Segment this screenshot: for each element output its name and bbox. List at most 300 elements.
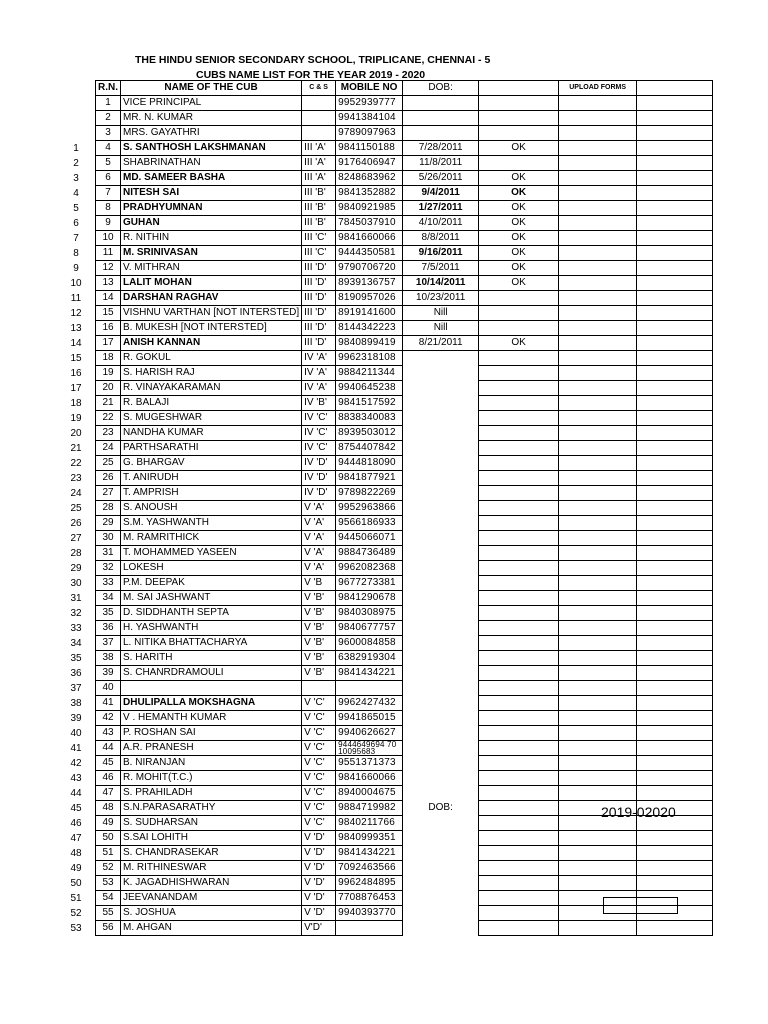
- serial-number: 4: [73, 187, 79, 199]
- row-upload: [559, 756, 637, 771]
- row-mobile: 9840677757: [336, 621, 403, 636]
- row-mobile: 9940626627: [336, 726, 403, 741]
- row-upload: [559, 591, 637, 606]
- row-upload: [559, 186, 637, 201]
- row-dob: [403, 741, 479, 756]
- row-rn: 55: [96, 906, 121, 921]
- row-upload: [559, 96, 637, 111]
- row-rn: 50: [96, 831, 121, 846]
- row-upload: [559, 696, 637, 711]
- row-name: S. CHANRDRAMOULI: [121, 666, 302, 681]
- row-name: S. SUDHARSAN: [121, 816, 302, 831]
- row-status: [479, 576, 559, 591]
- row-dob: [403, 876, 479, 891]
- serial-number: 20: [70, 427, 82, 439]
- header-upload: UPLOAD FORMS: [559, 81, 637, 96]
- row-status: [479, 291, 559, 306]
- row-rn: 42: [96, 711, 121, 726]
- row-name: VISHNU VARTHAN [NOT INTERSTED]: [121, 306, 302, 321]
- table-row: [96, 711, 713, 726]
- row-dob: [403, 591, 479, 606]
- row-status: [479, 156, 559, 171]
- row-upload: [559, 681, 637, 696]
- table-row: [96, 636, 713, 651]
- row-status: [479, 126, 559, 141]
- row-extra: [637, 246, 713, 261]
- row-rn: 41: [96, 696, 121, 711]
- table-row: [96, 831, 713, 846]
- row-mobile: 9840211766: [336, 816, 403, 831]
- row-mobile: 9600084858: [336, 636, 403, 651]
- row-dob: [403, 501, 479, 516]
- row-dob: [403, 786, 479, 801]
- row-status: [479, 111, 559, 126]
- table-row: [96, 411, 713, 426]
- row-rn: 18: [96, 351, 121, 366]
- row-mobile: 7708876453: [336, 891, 403, 906]
- row-dob: 7/5/2011: [403, 261, 479, 276]
- serial-number: 38: [70, 697, 82, 709]
- row-class-section: V 'D': [302, 846, 336, 861]
- serial-number: 28: [70, 547, 82, 559]
- row-name: S.N.PARASARATHY: [121, 801, 302, 816]
- row-class-section: III 'B': [302, 216, 336, 231]
- row-rn: 13: [96, 276, 121, 291]
- header-mobile: MOBILE NO: [336, 81, 403, 96]
- row-rn: 20: [96, 381, 121, 396]
- row-extra: [637, 216, 713, 231]
- row-status: [479, 921, 559, 936]
- table-row: [96, 336, 713, 351]
- row-name: R. NITHIN: [121, 231, 302, 246]
- serial-number: 24: [70, 487, 82, 499]
- row-status: OK: [479, 171, 559, 186]
- row-dob: [403, 636, 479, 651]
- row-name: S. HARISH RAJ: [121, 366, 302, 381]
- row-dob: 7/28/2011: [403, 141, 479, 156]
- row-status: [479, 486, 559, 501]
- row-class-section: V 'C': [302, 696, 336, 711]
- row-rn: 56: [96, 921, 121, 936]
- row-extra: [637, 321, 713, 336]
- row-extra: [637, 786, 713, 801]
- row-mobile: 7092463566: [336, 861, 403, 876]
- row-rn: 4: [96, 141, 121, 156]
- table-row: [96, 366, 713, 381]
- row-mobile: 9444818090: [336, 456, 403, 471]
- table-row: [96, 246, 713, 261]
- serial-number: 39: [70, 712, 82, 724]
- row-name: T. AMPRISH: [121, 486, 302, 501]
- serial-number: 25: [70, 502, 82, 514]
- table-row: [96, 621, 713, 636]
- serial-number: 51: [70, 892, 82, 904]
- row-extra: [637, 591, 713, 606]
- row-dob: [403, 561, 479, 576]
- row-rn: 36: [96, 621, 121, 636]
- row-extra: [637, 96, 713, 111]
- row-name: SHABRINATHAN: [121, 156, 302, 171]
- row-name: T. MOHAMMED YASEEN: [121, 546, 302, 561]
- row-mobile: 9840899419: [336, 336, 403, 351]
- serial-number: 6: [73, 217, 79, 229]
- row-name: GUHAN: [121, 216, 302, 231]
- row-class-section: III 'D': [302, 336, 336, 351]
- side-box: [603, 897, 678, 914]
- row-name: S. JOSHUA: [121, 906, 302, 921]
- row-upload: [559, 276, 637, 291]
- row-extra: [637, 336, 713, 351]
- row-upload: [559, 156, 637, 171]
- row-name: S.SAI LOHITH: [121, 831, 302, 846]
- row-rn: 29: [96, 516, 121, 531]
- row-rn: 39: [96, 666, 121, 681]
- row-dob: [403, 906, 479, 921]
- row-mobile: 8838340083: [336, 411, 403, 426]
- row-mobile: 9962082368: [336, 561, 403, 576]
- row-dob: [403, 516, 479, 531]
- row-rn: 14: [96, 291, 121, 306]
- row-status: [479, 531, 559, 546]
- table-row: [96, 141, 713, 156]
- row-status: [479, 561, 559, 576]
- row-dob: [403, 411, 479, 426]
- year-note: 2019-02020: [601, 804, 676, 820]
- row-class-section: IV 'A': [302, 366, 336, 381]
- row-upload: [559, 366, 637, 381]
- row-class-section: V 'C': [302, 756, 336, 771]
- row-dob: [403, 396, 479, 411]
- row-mobile: 8939136757: [336, 276, 403, 291]
- table-row: [96, 921, 713, 936]
- row-upload: [559, 666, 637, 681]
- serial-number: 16: [70, 367, 82, 379]
- row-dob: [403, 126, 479, 141]
- table-row: [96, 771, 713, 786]
- row-class-section: III 'B': [302, 186, 336, 201]
- row-mobile: 9841290678: [336, 591, 403, 606]
- row-extra: [637, 126, 713, 141]
- row-extra: [637, 831, 713, 846]
- row-dob: [403, 96, 479, 111]
- row-class-section: III 'D': [302, 291, 336, 306]
- row-status: [479, 426, 559, 441]
- table-row: [96, 111, 713, 126]
- row-class-section: V 'D': [302, 891, 336, 906]
- row-dob: 5/26/2011: [403, 171, 479, 186]
- row-mobile: 9952939777: [336, 96, 403, 111]
- row-mobile: 8919141600: [336, 306, 403, 321]
- row-name: V. MITHRAN: [121, 261, 302, 276]
- row-mobile: 9445066071: [336, 531, 403, 546]
- row-extra: [637, 621, 713, 636]
- row-status: [479, 516, 559, 531]
- row-rn: 34: [96, 591, 121, 606]
- row-status: OK: [479, 141, 559, 156]
- row-mobile: 9840999351: [336, 831, 403, 846]
- serial-number: 33: [70, 622, 82, 634]
- serial-number: 43: [70, 772, 82, 784]
- row-class-section: III 'A': [302, 156, 336, 171]
- table-row: [96, 501, 713, 516]
- row-rn: 15: [96, 306, 121, 321]
- row-status: [479, 891, 559, 906]
- row-dob: 10/23/2011: [403, 291, 479, 306]
- row-name: M. RAMRITHICK: [121, 531, 302, 546]
- serial-number: 26: [70, 517, 82, 529]
- row-extra: [637, 186, 713, 201]
- row-upload: [559, 111, 637, 126]
- row-mobile: [336, 681, 403, 696]
- row-name: VICE PRINCIPAL: [121, 96, 302, 111]
- table-row: [96, 201, 713, 216]
- row-rn: 38: [96, 651, 121, 666]
- row-class-section: IV 'D': [302, 471, 336, 486]
- row-upload: [559, 531, 637, 546]
- row-class-section: III 'A': [302, 141, 336, 156]
- row-mobile: 9677273381: [336, 576, 403, 591]
- row-mobile: 9884736489: [336, 546, 403, 561]
- row-upload: [559, 546, 637, 561]
- serial-number: 30: [70, 577, 82, 589]
- row-dob: [403, 756, 479, 771]
- row-status: [479, 636, 559, 651]
- row-status: OK: [479, 261, 559, 276]
- row-mobile: 9841660066: [336, 231, 403, 246]
- row-name: R. VINAYAKARAMAN: [121, 381, 302, 396]
- row-extra: [637, 276, 713, 291]
- row-mobile: 6382919304: [336, 651, 403, 666]
- row-extra: [637, 396, 713, 411]
- serial-number: 41: [70, 742, 82, 754]
- row-name: NITESH SAI: [121, 186, 302, 201]
- row-mobile: 9841150188: [336, 141, 403, 156]
- row-status: [479, 456, 559, 471]
- serial-number: 29: [70, 562, 82, 574]
- row-name: B. NIRANJAN: [121, 756, 302, 771]
- row-mobile: 9841434221: [336, 846, 403, 861]
- row-extra: [637, 696, 713, 711]
- row-class-section: III 'A': [302, 171, 336, 186]
- table-row: [96, 171, 713, 186]
- row-rn: 35: [96, 606, 121, 621]
- row-dob: [403, 351, 479, 366]
- row-status: OK: [479, 231, 559, 246]
- serial-number: 13: [70, 322, 82, 334]
- row-upload: [559, 561, 637, 576]
- row-mobile: 8754407842: [336, 441, 403, 456]
- row-rn: 24: [96, 441, 121, 456]
- row-mobile: 8190957026: [336, 291, 403, 306]
- row-dob: [403, 621, 479, 636]
- row-status: [479, 666, 559, 681]
- header-rn: R.N.: [96, 81, 121, 96]
- row-mobile: 9884719982: [336, 801, 403, 816]
- row-status: [479, 681, 559, 696]
- row-mobile: 9962427432: [336, 696, 403, 711]
- table-row: [96, 276, 713, 291]
- row-upload: [559, 921, 637, 936]
- row-extra: [637, 231, 713, 246]
- row-status: [479, 696, 559, 711]
- row-status: [479, 471, 559, 486]
- row-extra: [637, 291, 713, 306]
- row-rn: 25: [96, 456, 121, 471]
- row-upload: [559, 231, 637, 246]
- row-name: V . HEMANTH KUMAR: [121, 711, 302, 726]
- row-rn: 33: [96, 576, 121, 591]
- row-extra: [637, 666, 713, 681]
- row-upload: [559, 516, 637, 531]
- row-extra: [637, 561, 713, 576]
- row-class-section: V 'D': [302, 876, 336, 891]
- serial-number: 1: [73, 142, 79, 154]
- row-mobile: 9789097963: [336, 126, 403, 141]
- row-rn: 1: [96, 96, 121, 111]
- table-row: [96, 876, 713, 891]
- row-mobile: 9841517592: [336, 396, 403, 411]
- row-rn: 21: [96, 396, 121, 411]
- row-dob: Nill: [403, 306, 479, 321]
- row-class-section: V 'A': [302, 516, 336, 531]
- row-name: LOKESH: [121, 561, 302, 576]
- table-row: [96, 321, 713, 336]
- table-row: [96, 126, 713, 141]
- serial-number: 15: [70, 352, 82, 364]
- row-extra: [637, 921, 713, 936]
- row-extra: [637, 846, 713, 861]
- row-dob: [403, 861, 479, 876]
- row-name: T. ANIRUDH: [121, 471, 302, 486]
- row-upload: [559, 786, 637, 801]
- row-class-section: V 'C': [302, 741, 336, 756]
- row-dob: [403, 921, 479, 936]
- table-row: [96, 681, 713, 696]
- row-extra: [637, 261, 713, 276]
- serial-number: 23: [70, 472, 82, 484]
- row-upload: [559, 456, 637, 471]
- row-dob: [403, 846, 479, 861]
- row-status: [479, 831, 559, 846]
- header-extra: [637, 81, 713, 96]
- table-row: [96, 261, 713, 276]
- row-mobile: 9841877921: [336, 471, 403, 486]
- row-dob: 9/4/2011: [403, 186, 479, 201]
- row-status: [479, 546, 559, 561]
- row-name: MD. SAMEER BASHA: [121, 171, 302, 186]
- row-mobile: 7845037910: [336, 216, 403, 231]
- row-class-section: IV 'A': [302, 381, 336, 396]
- row-extra: [637, 861, 713, 876]
- row-rn: 9: [96, 216, 121, 231]
- row-rn: 32: [96, 561, 121, 576]
- row-class-section: V 'A': [302, 501, 336, 516]
- row-class-section: V 'B': [302, 591, 336, 606]
- row-mobile: 9940393770: [336, 906, 403, 921]
- table-row: [96, 306, 713, 321]
- table-row: [96, 606, 713, 621]
- header-blank: [479, 81, 559, 96]
- serial-number: 9: [73, 262, 79, 274]
- row-status: [479, 621, 559, 636]
- row-status: OK: [479, 276, 559, 291]
- row-status: OK: [479, 186, 559, 201]
- serial-number: 37: [70, 682, 82, 694]
- row-name: M. SAI JASHWANT: [121, 591, 302, 606]
- row-name: MR. N. KUMAR: [121, 111, 302, 126]
- row-name: S. MUGESHWAR: [121, 411, 302, 426]
- row-name: PRADHYUMNAN: [121, 201, 302, 216]
- header-name: NAME OF THE CUB: [121, 81, 302, 96]
- row-status: [479, 741, 559, 756]
- row-rn: 22: [96, 411, 121, 426]
- row-mobile: [336, 921, 403, 936]
- row-dob: [403, 726, 479, 741]
- row-class-section: V 'B': [302, 606, 336, 621]
- table-row: [96, 231, 713, 246]
- row-mobile: 9962318108: [336, 351, 403, 366]
- row-upload: [559, 861, 637, 876]
- serial-number: 53: [70, 922, 82, 934]
- serial-number: 52: [70, 907, 82, 919]
- row-dob: [403, 366, 479, 381]
- row-class-section: V 'A': [302, 546, 336, 561]
- serial-number: 35: [70, 652, 82, 664]
- row-name: S.M. YASHWANTH: [121, 516, 302, 531]
- row-status: [479, 906, 559, 921]
- row-status: [479, 861, 559, 876]
- table-row: [96, 291, 713, 306]
- row-mobile: 9551371373: [336, 756, 403, 771]
- table-row: [96, 696, 713, 711]
- header-dob: DOB:: [403, 81, 479, 96]
- row-name: M. RITHINESWAR: [121, 861, 302, 876]
- row-status: [479, 441, 559, 456]
- row-extra: [637, 141, 713, 156]
- row-mobile: 9841352882: [336, 186, 403, 201]
- row-extra: [637, 531, 713, 546]
- row-dob: [403, 456, 479, 471]
- row-class-section: III 'D': [302, 306, 336, 321]
- row-mobile: 9841434221: [336, 666, 403, 681]
- row-extra: [637, 651, 713, 666]
- row-rn: 27: [96, 486, 121, 501]
- row-mobile: 9566186933: [336, 516, 403, 531]
- table-row: [96, 576, 713, 591]
- table-row: [96, 846, 713, 861]
- row-dob: [403, 471, 479, 486]
- row-class-section: V 'C': [302, 771, 336, 786]
- table-row: [96, 186, 713, 201]
- row-extra: [637, 111, 713, 126]
- row-class-section: IV 'B': [302, 396, 336, 411]
- row-mobile: 9790706720: [336, 261, 403, 276]
- row-status: OK: [479, 201, 559, 216]
- row-upload: [559, 306, 637, 321]
- row-status: [479, 726, 559, 741]
- row-upload: [559, 606, 637, 621]
- row-mobile: 8248683962: [336, 171, 403, 186]
- row-upload: [559, 726, 637, 741]
- row-rn: 5: [96, 156, 121, 171]
- table-row: [96, 351, 713, 366]
- row-extra: [637, 441, 713, 456]
- row-rn: 2: [96, 111, 121, 126]
- table-row: [96, 741, 713, 756]
- serial-number: 19: [70, 412, 82, 424]
- row-status: [479, 396, 559, 411]
- row-rn: 48: [96, 801, 121, 816]
